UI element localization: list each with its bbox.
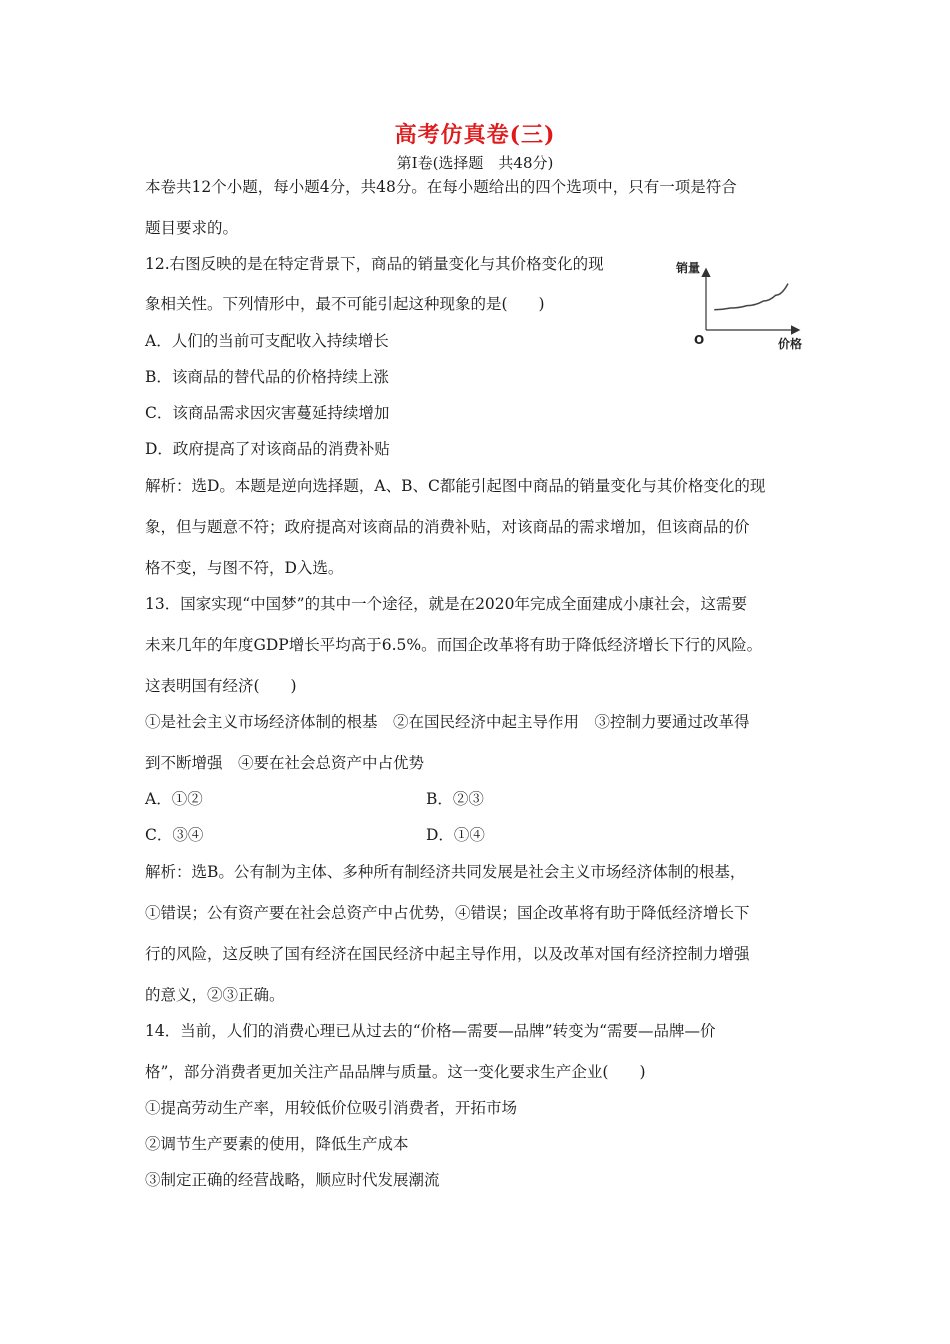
q14-stem-line: 格”，部分消费者更加关注产品品牌与质量。这一变化要求生产企业( ) [145,1063,646,1081]
q14-statement-line: ②调节生产要素的使用，降低生产成本 [145,1135,409,1153]
q12-analysis-line: 象，但与题意不符；政府提高对该商品的消费补贴，对该商品的需求增加，但该商品的价 [145,518,750,536]
q14-statement-line: ③制定正确的经营战略，顺应时代发展潮流 [145,1171,440,1189]
q12-stem-line: 12.右图反映的是在特定背景下，商品的销量变化与其价格变化的现 [145,255,604,273]
series-line [714,284,788,310]
q13-option-a: A．①② [145,790,203,808]
q13-statement-line: 到不断增强 ④要在社会总资产中占优势 [145,754,425,772]
q12-stem-line: 象相关性。下列情形中，最不可能引起这种现象的是( ) [145,295,545,313]
q13-stem-line: 13．国家实现“中国梦”的其中一个途径，就是在2020年完成全面建成小康社会，这需要 [145,595,748,613]
q13-option-c: C．③④ [145,826,204,844]
q14-stem-line: 14．当前，人们的消费心理已从过去的“价格—需要—品牌”转变为“需要—品牌—价 [145,1022,716,1040]
sales-price-chart [670,252,820,357]
q12-option-a: A．人们的当前可支配收入持续增长 [145,332,389,350]
x-axis-label: 价格 [778,337,803,351]
q13-stem-line: 这表明国有经济( ) [145,677,297,695]
q13-analysis-line: 的意义，②③正确。 [145,986,285,1004]
origin-label: O [694,333,705,347]
q12-option-c: C．该商品需求因灾害蔓延持续增加 [145,404,390,422]
q13-stem-line: 未来几年的年度GDP增长平均高于6.5%。而国企改革将有助于降低经济增长下行的风险。 [145,636,763,654]
q13-analysis-line: 行的风险，这反映了国有经济在国民经济中起主导作用，以及改革对国有经济控制力增强 [145,945,750,963]
q12-option-b: B．该商品的替代品的价格持续上涨 [145,368,389,386]
page-title: 高考仿真卷(三) [394,122,556,148]
intro-line: 本卷共12个小题，每小题4分，共48分。在每小题给出的四个选项中，只有一项是符合 [145,178,737,196]
q14-statement-line: ①提高劳动生产率，用较低价位吸引消费者，开拓市场 [145,1099,518,1117]
q13-analysis-line: ①错误；公有资产要在社会总资产中占优势，④错误；国企改革将有助于降低经济增长下 [145,904,750,922]
q13-statement-line: ①是社会主义市场经济体制的根基 ②在国民经济中起主导作用 ③控制力要通过改革得 [145,713,750,731]
q12-option-d: D．政府提高了对该商品的消费补贴 [145,440,390,458]
q13-analysis-line: 解析：选B。公有制为主体、多种所有制经济共同发展是社会主义市场经济体制的根基， [145,863,746,881]
q13-option-b: B．②③ [426,790,484,808]
y-axis-label: 销量 [676,261,701,275]
q12-analysis-line: 解析：选D。本题是逆向选择题，A、B、C都能引起图中商品的销量变化与其价格变化的现 [145,477,766,495]
intro-line: 题目要求的。 [145,219,239,237]
q12-analysis-line: 格不变，与图不符，D入选。 [145,559,344,577]
section-subtitle: 第Ⅰ卷(选择题 共48分) [396,154,554,172]
q13-option-d: D．①④ [426,826,485,844]
